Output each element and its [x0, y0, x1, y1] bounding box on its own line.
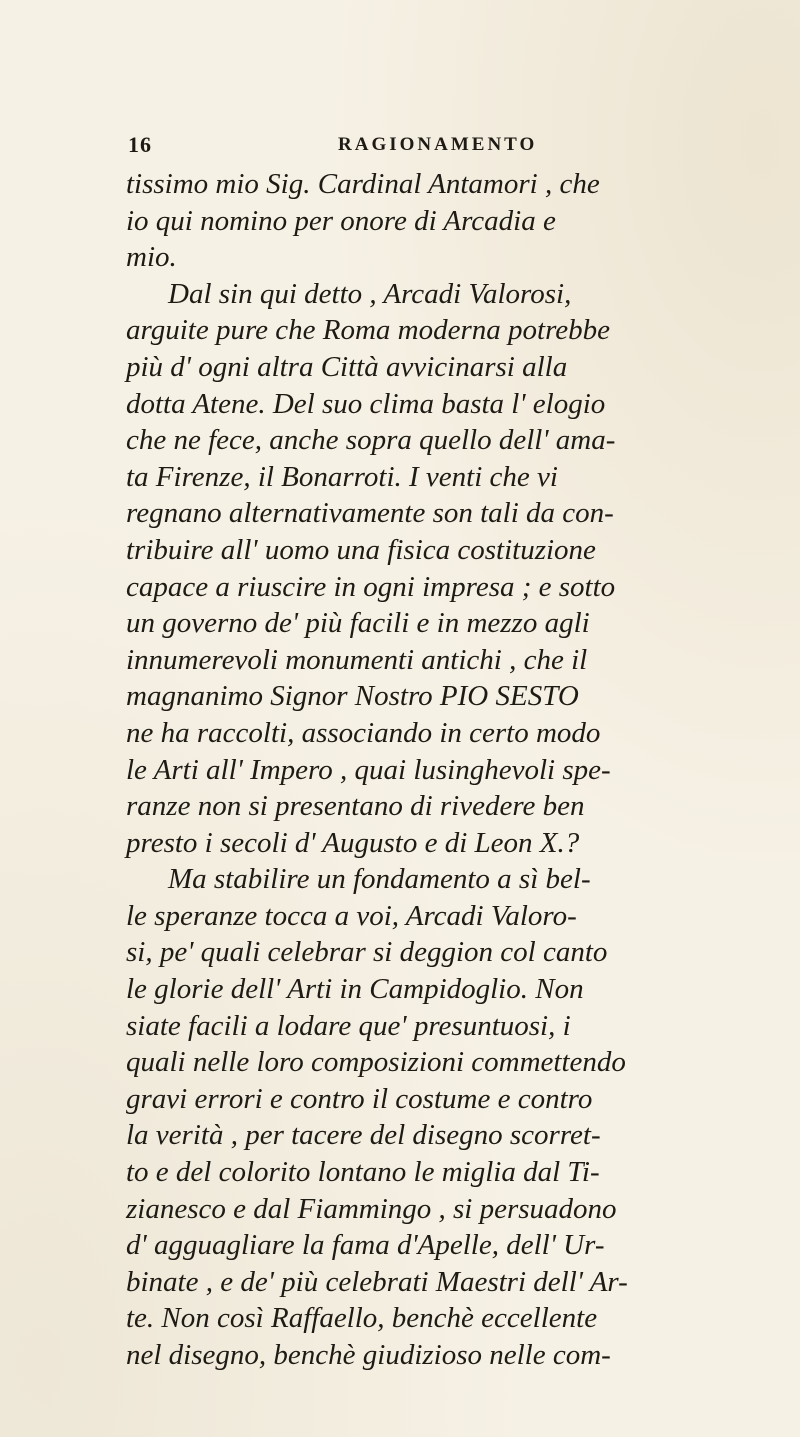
text-line: d' agguagliare la fama d'Apelle, dell' Ur-	[126, 1229, 605, 1262]
text-line: regnano alternativamente son tali da con-	[126, 497, 614, 530]
text-line: Dal sin qui detto , Arcadi Valorosi,	[168, 277, 572, 310]
text-line: quali nelle loro composizioni commettendo	[126, 1046, 626, 1079]
text-line: te. Non così Raffaello, benchè eccellente	[126, 1302, 598, 1335]
text-line: tribuire all' uomo una fisica costituzione	[126, 533, 596, 566]
text-line: si, pe' quali celebrar si deggion col canto	[126, 936, 608, 969]
text-line: tissimo mio Sig. Cardinal Antamori , che	[126, 168, 600, 200]
text-line: ranze non si presentano di rivedere ben	[126, 790, 585, 823]
text-line: magnanimo Signor Nostro PIO SESTO	[126, 680, 579, 713]
text-line: presto i secoli d' Augusto e di Leon X.?	[126, 826, 580, 859]
text-line: Ma stabilire un fondamento a sì bel-	[168, 863, 591, 896]
text-line: un governo de' più facili e in mezzo agli	[126, 607, 590, 640]
text-line: ne ha raccolti, associando in certo modo	[126, 716, 601, 749]
text-line: siate facili a lodare que' presuntuosi, i	[126, 1009, 571, 1042]
text-line: la verità , per tacere del disegno scorret-	[126, 1119, 601, 1152]
text-line: zianesco e dal Fiammingo , si persuadono	[126, 1192, 617, 1225]
text-line: dotta Atene. Del suo clima basta l' elogio	[126, 387, 606, 420]
text-line: capace a riuscire in ogni impresa ; e sotto	[126, 570, 616, 603]
text-line: to e del colorito lontano le miglia dal Ti-	[126, 1156, 600, 1189]
text-line: le glorie dell' Arti in Campidoglio. Non	[126, 973, 584, 1006]
text-line: nel disegno, benchè giudizioso nelle com-	[126, 1339, 611, 1371]
text-line: le Arti all' Impero , quai lusinghevoli spe-	[126, 753, 611, 786]
text-line: più d' ogni altra Città avvicinarsi alla	[126, 350, 568, 383]
text-line: ta Firenze, il Bonarroti. I venti che vi	[126, 460, 558, 493]
text-line: binate , e de' più celebrati Maestri dell' Ar-	[126, 1265, 628, 1298]
text-line: io qui nomino per onore di Arcadia e	[126, 204, 556, 237]
text-line: mio.	[126, 241, 177, 274]
page-header	[128, 128, 688, 164]
text-line: innumerevoli monumenti antichi , che il	[126, 643, 588, 676]
text-line: gravi errori e contro il costume e contro	[126, 1082, 593, 1115]
text-line: le speranze tocca a voi, Arcadi Valoro-	[126, 899, 577, 932]
text-line: che ne fece, anche sopra quello dell' ama-	[126, 424, 616, 457]
text-line: arguite pure che Roma moderna potrebbe	[126, 314, 611, 347]
body-text	[126, 166, 800, 1374]
page-number: 16	[128, 132, 152, 157]
running-head: RAGIONAMENTO	[338, 134, 538, 155]
